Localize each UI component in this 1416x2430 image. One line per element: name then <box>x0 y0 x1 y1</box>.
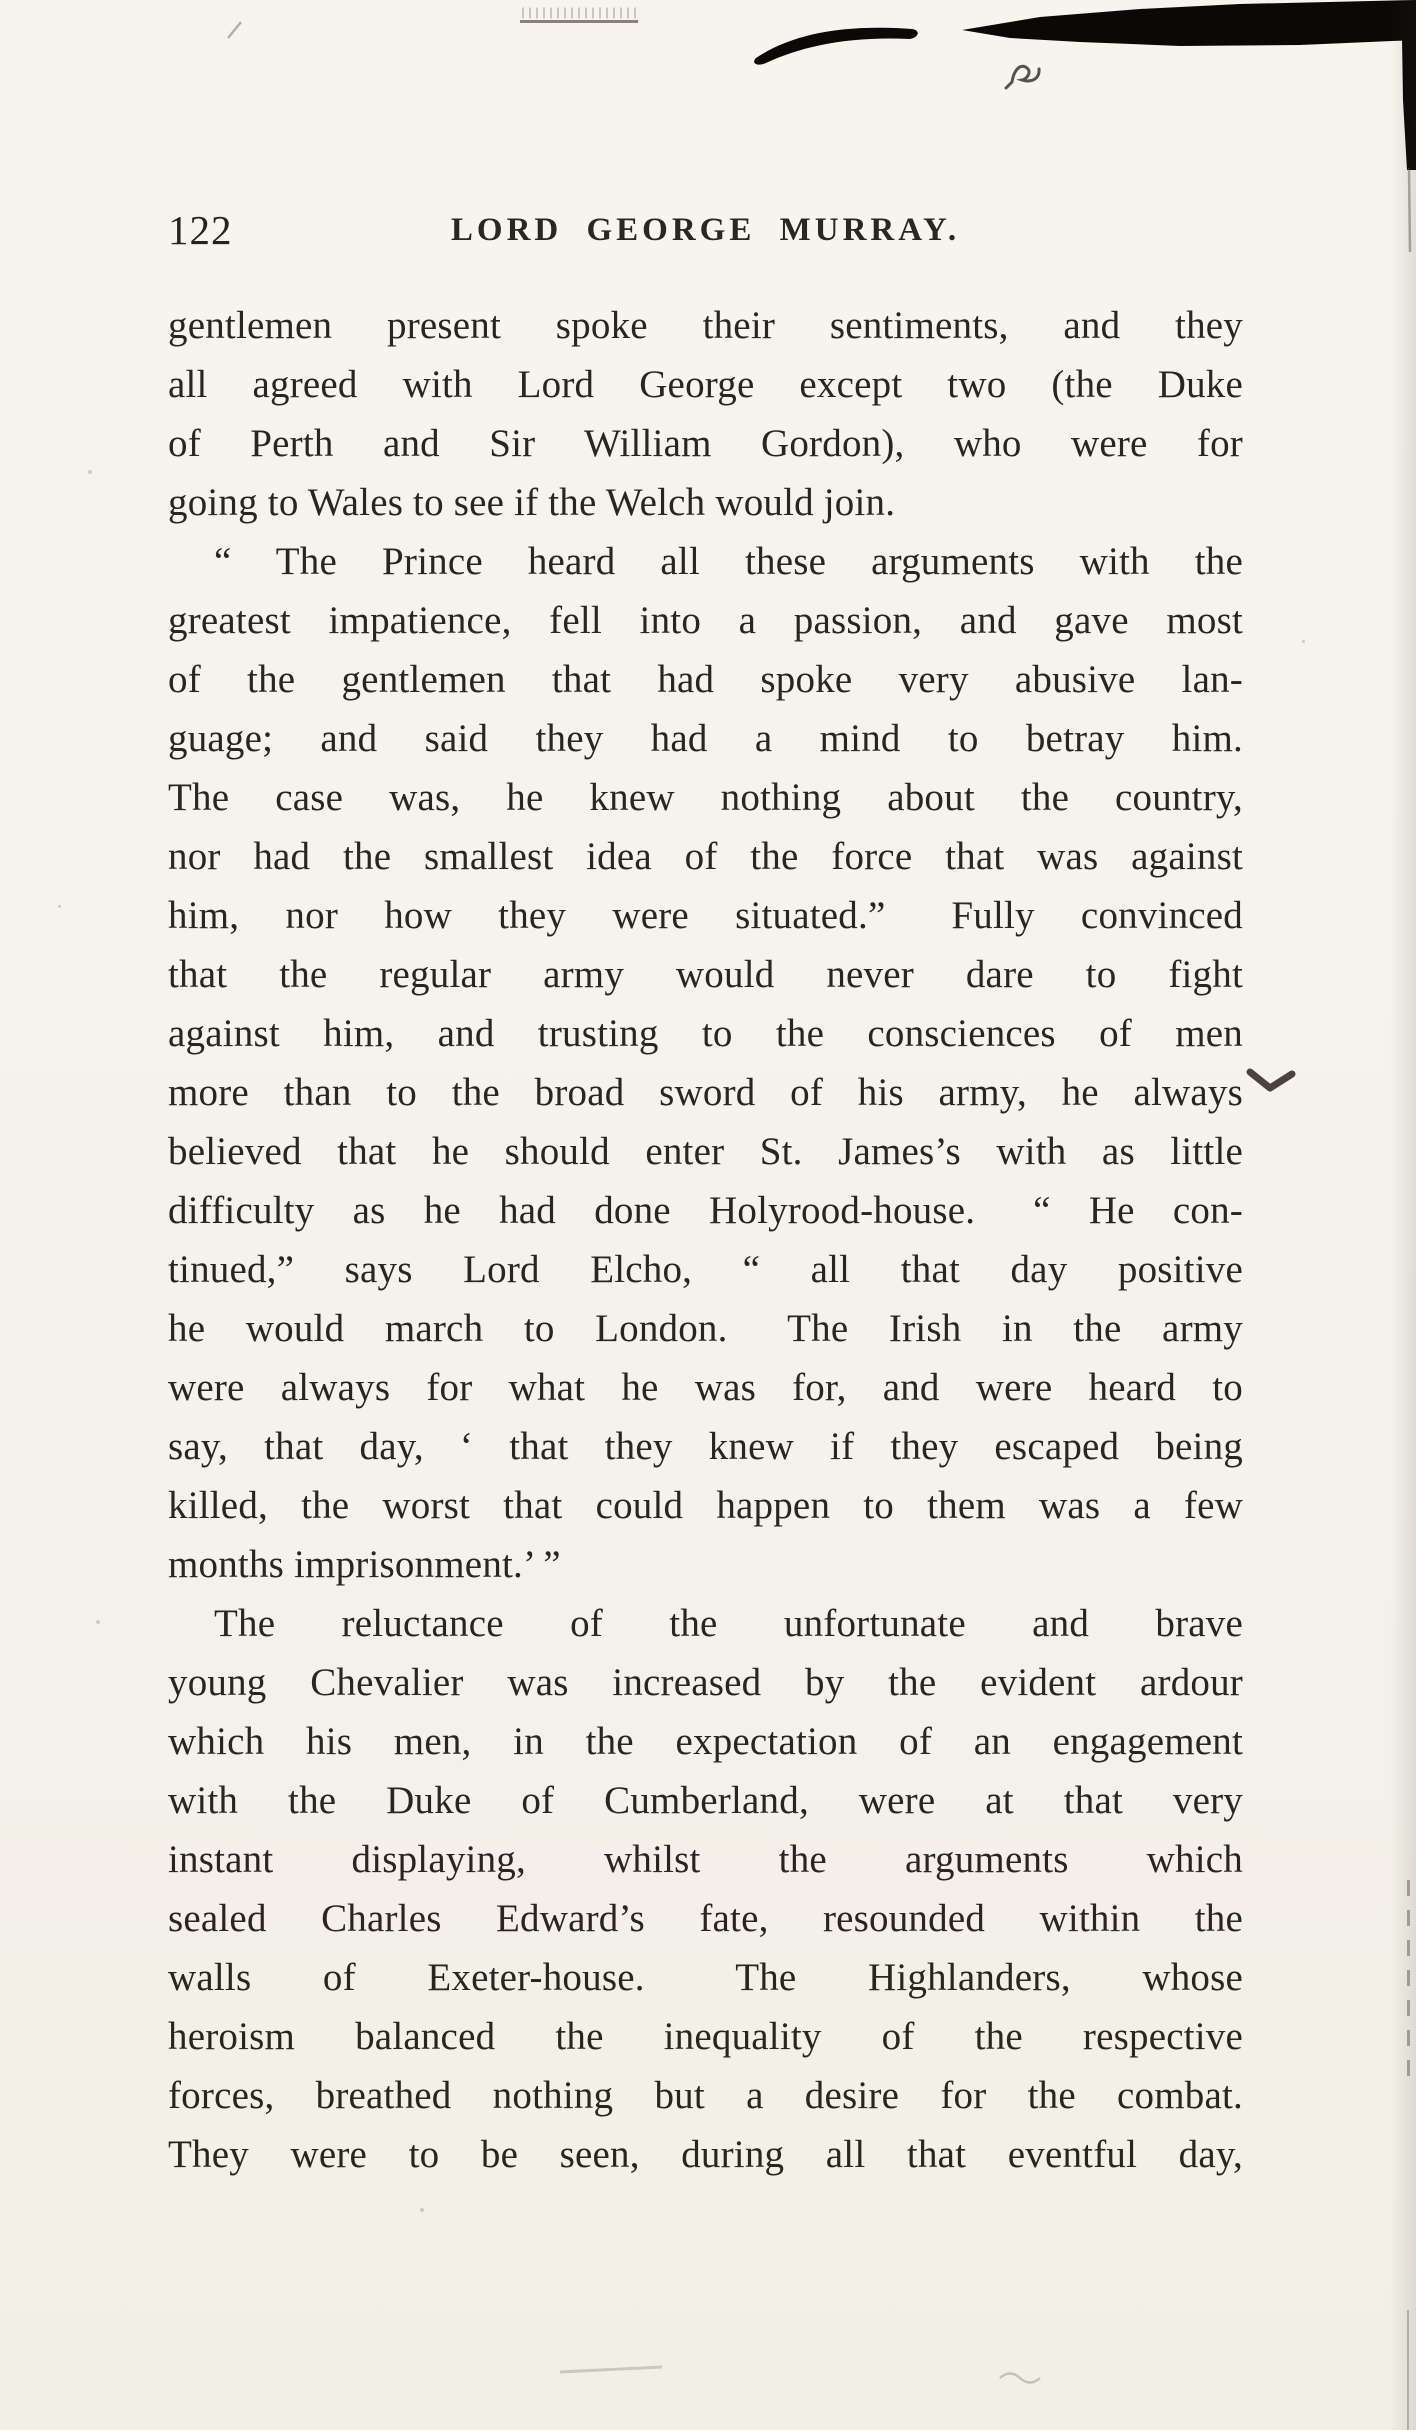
text-line: were always for what he was for, and were heard to <box>168 1366 1243 1409</box>
paper-speck <box>1302 640 1305 643</box>
text-block <box>168 296 1243 2184</box>
text-line: young Chevalier was increased by the evident ardour <box>168 1661 1243 1704</box>
text-line: believed that he should enter St. James’s with as little <box>168 1130 1243 1173</box>
text-line: of Perth and Sir William Gordon), who were for <box>168 422 1243 465</box>
text-line: nor had the smallest idea of the force that was against <box>168 835 1243 878</box>
text-line: forces, breathed nothing but a desire for the combat. <box>168 2074 1243 2117</box>
text-line: of the gentlemen that had spoke very abusive lan- <box>168 658 1243 701</box>
paragraph <box>168 1594 1243 2184</box>
page-number: 122 <box>168 207 233 253</box>
ink-squiggle-mark <box>1006 66 1039 88</box>
text-line: instant displaying, whilst the arguments which <box>168 1838 1243 1881</box>
text-line: guage; and said they had a mind to betray him. <box>168 717 1243 760</box>
text-line: more than to the broad sword of his army, he always <box>168 1071 1243 1114</box>
text-line: tinued,” says Lord Elcho, “ all that day positive <box>168 1248 1243 1291</box>
text-line: The reluctance of the unfortunate and brave <box>214 1602 1243 1645</box>
bottom-smudge-mark <box>560 2367 1040 2383</box>
paper-speck <box>96 1620 100 1624</box>
pen-tick-mark <box>228 22 241 38</box>
text-line: The case was, he knew nothing about the country, <box>168 776 1243 819</box>
text-line: gentlemen present spoke their sentiments, and they <box>168 304 1243 347</box>
text-line: killed, the worst that could happen to them was a few <box>168 1484 1243 1527</box>
stitch-mark <box>520 13 638 23</box>
text-line: heroism balanced the inequality of the respective <box>168 2015 1243 2058</box>
text-line: that the regular army would never dare to fight <box>168 953 1243 996</box>
paragraph <box>168 532 1243 1594</box>
paragraph <box>168 296 1243 532</box>
text-line: months imprisonment.’ ” <box>168 1543 561 1586</box>
text-line: against him, and trusting to the consciences of men <box>168 1012 1243 1055</box>
page-header <box>0 206 1416 262</box>
text-line: They were to be seen, during all that eventful day, <box>168 2133 1243 2176</box>
text-line: all agreed with Lord George except two (the Duke <box>168 363 1243 406</box>
text-line: him, nor how they were situated.” Fully convinced <box>168 894 1243 937</box>
text-line: which his men, in the expectation of an engagement <box>168 1720 1243 1763</box>
right-edge-shade <box>1390 0 1416 2430</box>
text-line: sealed Charles Edward’s fate, resounded within the <box>168 1897 1243 1940</box>
scan-artifacts-bottom <box>0 2310 1416 2430</box>
text-line: “ The Prince heard all these arguments with the <box>214 540 1243 583</box>
paper-speck <box>420 2208 424 2212</box>
text-line: say, that day, ‘ that they knew if they escaped being <box>168 1425 1243 1468</box>
header-title: LORD GEORGE MURRAY. <box>450 212 961 248</box>
text-line: greatest impatience, fell into a passion, and gave most <box>168 599 1243 642</box>
paper-speck <box>88 470 92 474</box>
text-line: walls of Exeter-house. The Highlanders, whose <box>168 1956 1243 1999</box>
paper-speck <box>58 905 61 908</box>
text-line: difficulty as he had done Holyrood-house. “ He con- <box>168 1189 1243 1232</box>
text-line: he would march to London. The Irish in the army <box>168 1307 1243 1350</box>
text-line: going to Wales to see if the Welch would join. <box>168 481 896 524</box>
margin-check-mark <box>1240 1052 1310 1112</box>
text-line: with the Duke of Cumberland, were at that very <box>168 1779 1243 1822</box>
ink-swoosh-mark <box>754 28 918 65</box>
